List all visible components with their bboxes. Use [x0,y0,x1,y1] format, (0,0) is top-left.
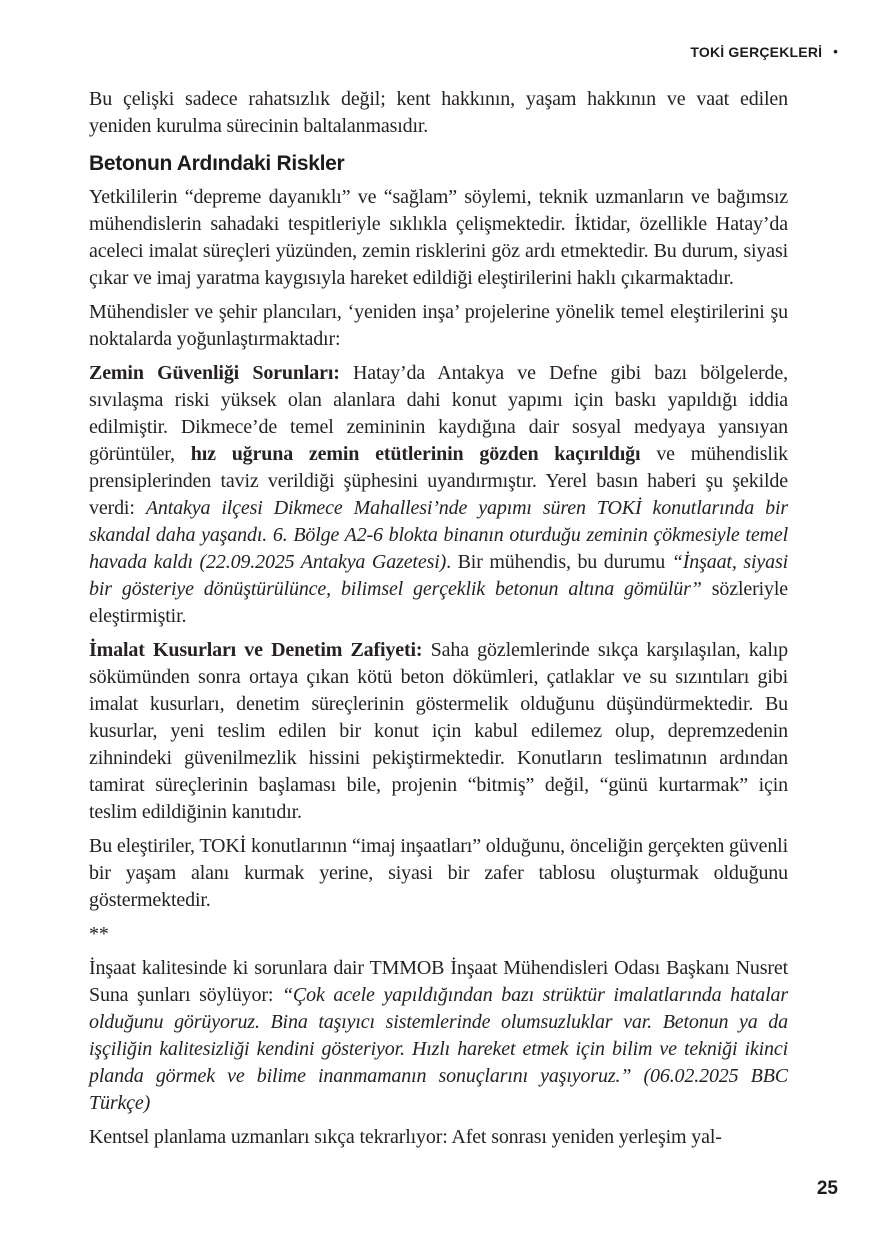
imalat-kusurlari-lead: İmalat Kusurları ve Denetim Zafiyeti: [89,639,431,661]
zemin-guvenligi-engineer-quote: “İnşaat, siyasi bir gösteriye dönüştürülünce, bilimsel gerçeklik betonun altına gömülür” [89,551,788,600]
running-header-title: TOKİ GERÇEKLERİ [690,44,823,60]
zemin-guvenligi-text-3: . Bir mühendis, bu durumu [446,551,672,573]
paragraph-muhendisler: Mühendisler ve şehir plancıları, ‘yeniden inşa’ projelerine yönelik temel eleştirilerini şu noktalarda yoğunlaştırmaktadır: [89,301,788,350]
zemin-guvenligi-text-2: ve mühendislik prensiplerinden taviz verildiği şüphesini uyandırmıştır. Yerel basın haberi şu şekilde verdi: [89,443,789,519]
tmmob-text: İnşaat kalitesinde ki sorunlara dair TMMOB İnşaat Mühendisleri Odası Başkanı Nusret Suna şunları söylüyor: [89,957,788,1006]
paragraph-elestiriler: Bu eleştiriler, TOKİ konutlarının “imaj inşaatları” olduğunu, önceliğin gerçekten güvenli bir yaşam alanı kurmak yerine, siyasi bir zafer tablosu oluşturmak olduğunu göstermektedir. [89,835,788,911]
zemin-guvenligi-bold-claim: hız uğruna zemin etütlerinin gözden kaçırıldığı [190,443,641,465]
tmmob-quote: “Çok acele yapıldığından bazı strüktür imalatlarında hatalar olduğunu görüyoruz. Bina taşıyıcı sistemlerinde olumsuzluklar var. Betonun ya da işçiliğin kalitesizliği kendini gösteriyor. Hızlı hareket etmek için bilim ve tekniği ikinci planda görmek ve bilime inanmamanın sonuçlarını yaşıyoruz.” [89,984,788,1087]
zemin-guvenligi-text-1: Hatay’da Antakya ve Defne gibi bazı bölgelerde, sıvılaşma riski yüksek olan alanlara dahi konut yapımı için baskı yapıldığı iddia edilmiştir. Dikmece’de temel zemininin kaydığına dair sosyal medyaya yansıyan görüntüler, [89,362,788,465]
zemin-guvenligi-news-quote: Antakya ilçesi Dikmece Mahallesi’nde yapımı süren TOKİ konutlarında bir skandal daha yaşandı. 6. Bölge A2-6 blokta binanın oturduğu zeminin çökmesiyle temel havada kaldı (22.09.2025 Antakya Gazetesi) [89,497,788,573]
section-heading: Betonun Ardındaki Riskler [89,152,345,175]
paragraph-intro: Bu çelişki sadece rahatsızlık değil; kent hakkının, yaşam hakkının ve vaat edilen yeniden kurulma sürecinin baltalanmasıdır. [89,88,788,137]
paragraph-zemin-guvenligi [89,360,788,630]
page-body [89,86,788,1158]
paragraph-imalat-kusurlari [89,637,788,826]
paragraph-tmmob [89,955,788,1117]
running-header [690,44,838,60]
tmmob-source: (06.02.2025 BBC Türkçe) [89,1065,788,1114]
paragraph-yetkililer: Yetkililerin “depreme dayanıklı” ve “sağlam” söylemi, teknik uzmanların ve bağımsız mühendislerin sahadaki tespitleriyle sıklıkla çelişmektedir. İktidar, özellikle Hatay’da aceleci imalat süreçleri yüzünden, zemin risklerini göz ardı etmektedir. Bu durum, siyasi çıkar ve imaj yaratma kaygısıyla hareket edildiği eleştirilerini haklı çıkarmaktadır. [89,186,788,289]
bullet-icon: • [833,43,838,59]
paragraph-kentsel-planlama: Kentsel planlama uzmanları sıkça tekrarlıyor: Afet sonrası yeniden yerleşim yal- [89,1126,722,1148]
asterisk-separator: ** [89,923,109,945]
zemin-guvenligi-text-4: sözleriyle eleştirmiştir. [89,578,788,627]
zemin-guvenligi-lead: Zemin Güvenliği Sorunları: [89,362,354,384]
imalat-kusurlari-text: Saha gözlemlerinde sıkça karşılaşılan, kalıp sökümünden sonra ortaya çıkan kötü beton dökümleri, çatlaklar ve su sızıntıları gibi imalat kusurları, denetim süreçlerinin göstermelik olduğunu düşündürmektedir. Bu kusurlar, yeni teslim edilen bir konut için kabul edilemez olup, depremzedenin zihnindeki güvenilmezlik hissini pekiştirmektedir. Konutların teslimatının ardından tamirat süreçlerinin başlaması bile, projenin “bitmiş” değil, “günü kurtarmak” için teslim edildiğinin kanıtıdır. [89,639,788,823]
page-number: 25 [816,1178,838,1199]
